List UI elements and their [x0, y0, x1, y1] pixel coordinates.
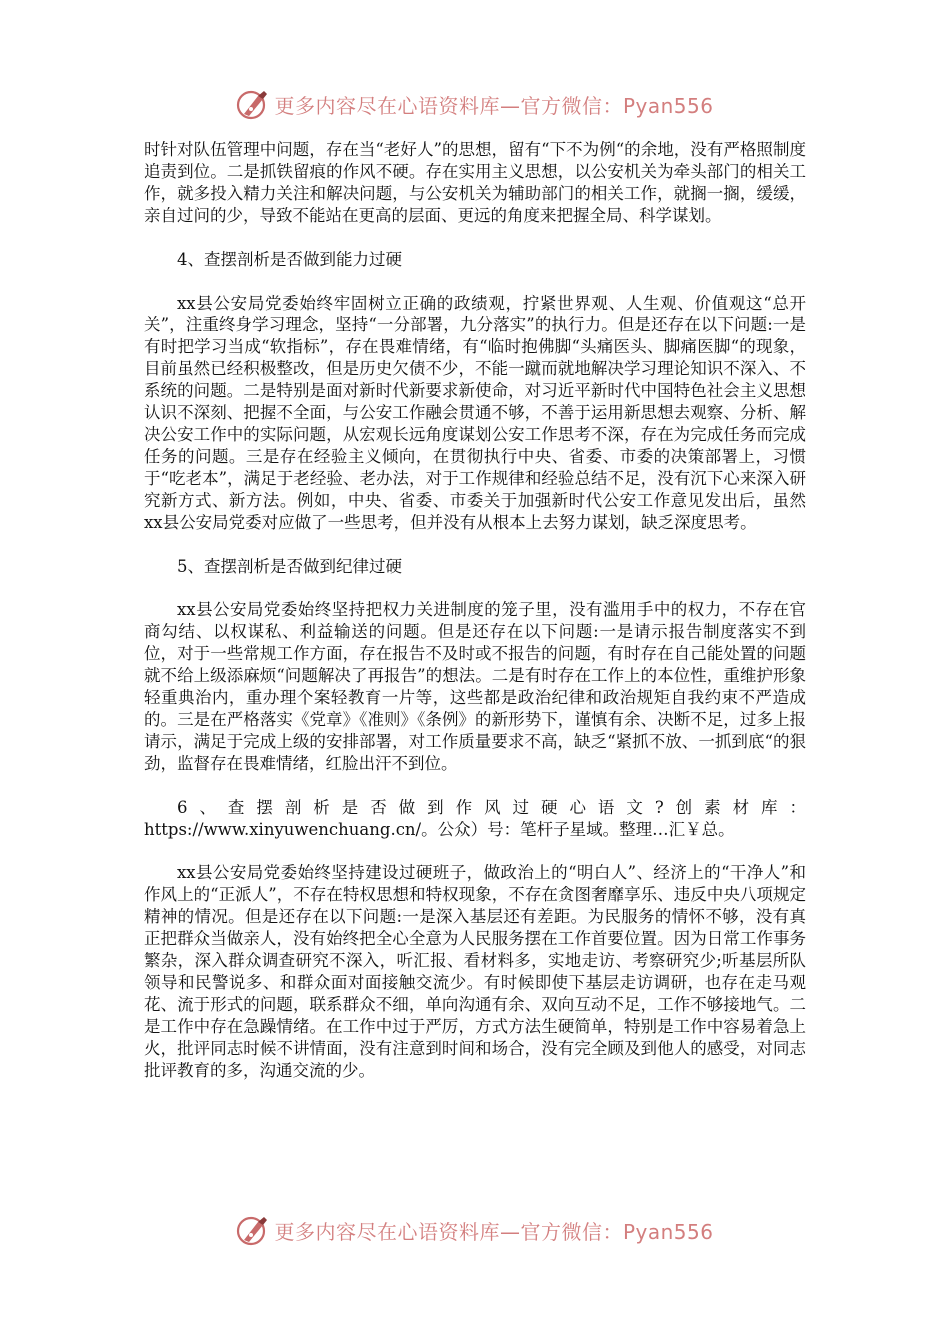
footer-watermark-banner [0, 1210, 950, 1250]
paragraph-style: xx县公安局党委始终坚持建设过硬班子，做政治上的“明白人”、经济上的“干净人”和作风上的“正派人”，不存在特权思想和特权现象，不存在贪图奢靡享乐、违反中央八项规定精神的情况。但是还存在以下问题:一是深入基层还有差距。为民服务的情怀不够，没有真正把群众当做亲人，没有始终把全心全意为人民服务摆在工作首要位置。因为日常工作事务繁杂，深入群众调查研究不深入，听汇报、看材料多，实地走访、考察研究少;听基层所队领导和民警说多、和群众面对面接触交流少。有时候即使下基层走访调研，也存在走马观花、流于形式的问题，联系群众不细，单向沟通有余、双向互动不足，工作不够接地气。二是工作中存在急躁情绪。在工作中过于严厉，方式方法生硬简单，特别是工作中容易着急上火，批评同志时候不讲情面，没有注意到时间和场合，没有完全顾及到他人的感受，对同志批评教育的多，沟通交流的少。 [144, 863, 806, 1080]
paragraph-ability: xx县公安局党委始终牢固树立正确的政绩观，拧紧世界观、人生观、价值观这“总开关”，注重终身学习理念，坚持“一分部署，九分落实”的执行力。但是还存在以下问题:一是有时把学习当成“软指标”，存在畏难情绪，有“临时抱佛脚“头痛医头、脚痛医脚“的现象，目前虽然已经积极整改，但是历史欠债不少，不能一蹴而就地解决学习理论知识不深入、不系统的问题。二是特别是面对新时代新要求新使命，对习近平新时代中国特色社会主义思想认识不深刻、把握不全面，与公安工作融会贯通不够，不善于运用新思想去观察、分析、解决公安工作中的实际问题，从宏观长远角度谋划公安工作思考不深，存在为完成任务而完成任务的问题。三是存在经验主义倾向，在贯彻执行中央、省委、市委的决策部署上，习惯于“吃老本”，满足于老经验、老办法，对于工作规律和经验总结不足，没有沉下心来深入研究新方式、新方法。例如，中央、省委、市委关于加强新时代公安工作意见发出后，虽然xx县公安局党委对应做了一些思考，但并没有从根本上去努力谋划，缺乏深度思考。 [144, 293, 806, 532]
section-heading-discipline: 5、查摆剖析是否做到纪律过硬 [177, 556, 402, 576]
section-heading-style: 6、查摆剖析是否做到作风过硬心语文?创素材库：https://www.xinyuwenchuang.cn/。公众）号：笔杆子星域。整理…汇￥总。 [144, 797, 806, 839]
banner-text: 更多内容尽在心语资料库—官方微信：Pyan556 [274, 1219, 714, 1244]
pen-nib-logo-icon [236, 1213, 270, 1247]
pen-nib-logo-icon [236, 87, 270, 121]
paragraph-discipline: xx县公安局党委始终坚持把权力关进制度的笼子里，没有滥用手中的权力，不存在官商勾结、以权谋私、利益输送的问题。但是还存在以下问题:一是请示报告制度落实不到位，对于一些常规工作方面，存在报告不及时或不报告的问题，有时存在自己能处置的问题就不给上级添麻烦“问题解决了再报告”的想法。二是有时存在工作上的本位性，重维护形象轻重典治内，重办理个案轻教育一片等，这些都是政治纪律和政治规矩自我约束不严造成的。三是在严格落实《党章》《准则》《条例》的新形势下，谨慎有余、决断不足，过多上报请示，满足于完成上级的安排部署，对工作质量要求不高，缺乏“紧抓不放、一抓到底“的狠劲，监督存在畏难情绪，红脸出汗不到位。 [144, 600, 806, 773]
document-body [144, 139, 806, 1082]
banner-text: 更多内容尽在心语资料库—官方微信：Pyan556 [274, 93, 714, 118]
paragraph-continuation: 时针对队伍管理中问题，存在当“老好人”的思想，留有“下不为例“的余地，没有严格照制度追责到位。二是抓铁留痕的作风不硬。存在实用主义思想，以公安机关为牵头部门的相关工作，就多投入精力关注和解决问题，与公安机关为辅助部门的相关工作，就搁一搁，缓缓，亲自过问的少，导致不能站在更高的层面、更远的角度来把握全局、科学谋划。 [144, 140, 806, 225]
header-watermark-banner [0, 84, 950, 124]
section-heading-ability: 4、查摆剖析是否做到能力过硬 [177, 249, 402, 269]
